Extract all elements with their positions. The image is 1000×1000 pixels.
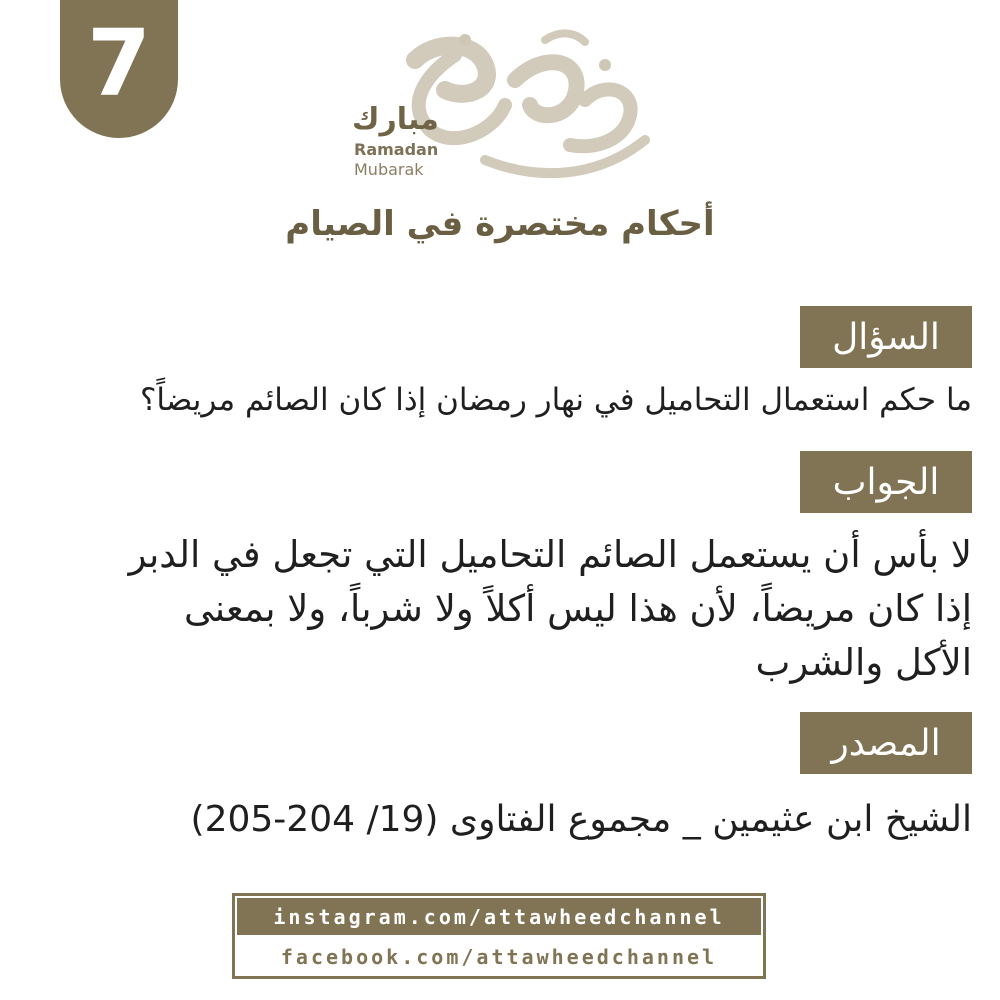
number-badge bbox=[60, 0, 178, 138]
logo-english-line1: Ramadan bbox=[354, 140, 439, 159]
facebook-link[interactable]: facebook.com/attawheedchannel bbox=[280, 944, 718, 969]
page-subtitle: أحكام مختصرة في الصيام bbox=[285, 204, 715, 244]
social-links-box bbox=[232, 893, 766, 979]
instagram-link[interactable]: instagram.com/attawheedchannel bbox=[237, 898, 761, 935]
source-text: الشيخ ابن عثيمين _ مجموع الفتاوى (19/ 204-205) bbox=[190, 799, 972, 840]
question-text: ما حكم استعمال التحاميل في نهار رمضان إذا كان الصائم مريضاً؟ bbox=[139, 382, 972, 418]
logo-arabic-text: مبارك bbox=[352, 102, 439, 137]
question-label: السؤال bbox=[800, 306, 972, 368]
badge-number: 7 bbox=[86, 10, 151, 117]
answer-label: الجواب bbox=[800, 451, 972, 513]
answer-text: لا بأس أن يستعمل الصائم التحاميل التي تجعل في الدبر إذا كان مريضاً، لأن هذا ليس أكلاً ولا شرباً، ولا بمعنى الأكل والشرب bbox=[128, 533, 972, 684]
logo-english-line2: Mubarak bbox=[354, 160, 424, 179]
source-label: المصدر bbox=[800, 712, 972, 774]
